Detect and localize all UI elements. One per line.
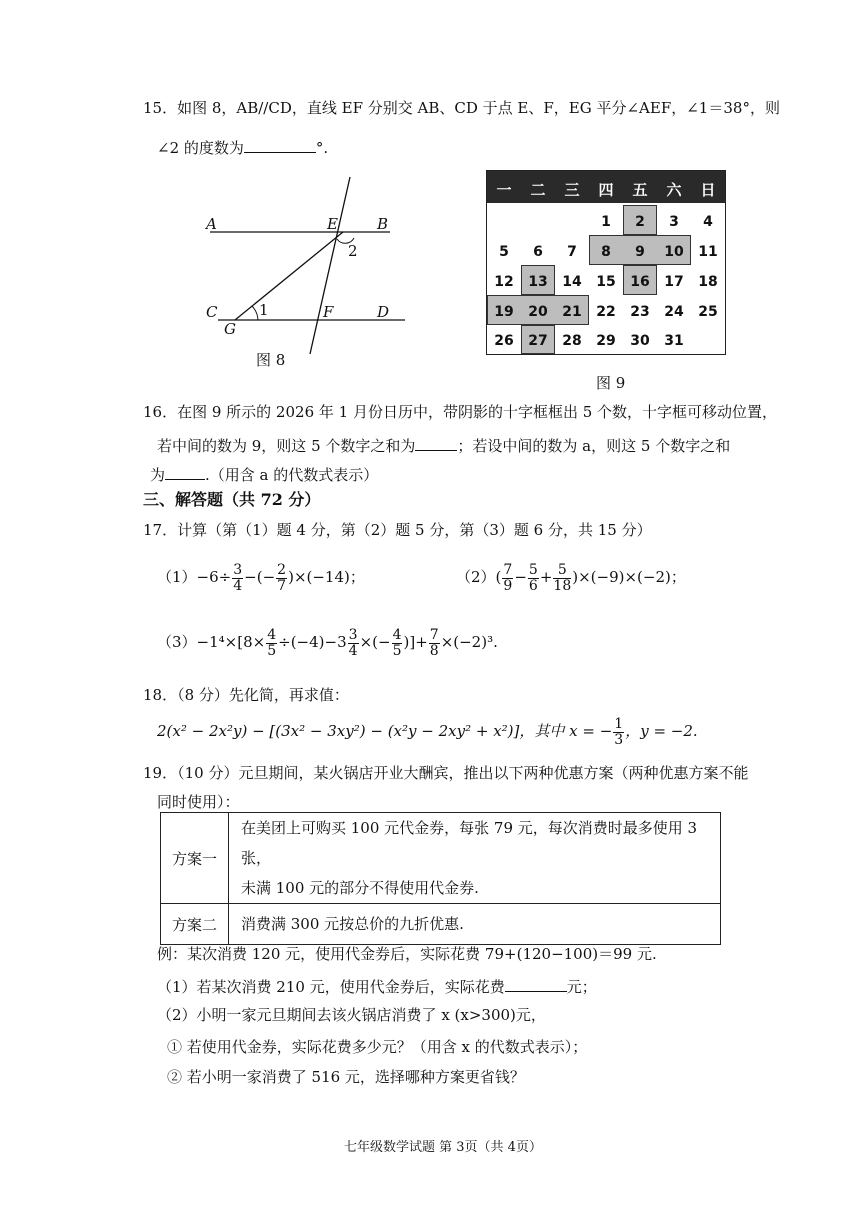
label-d: D: [377, 303, 390, 321]
plan-name: 方案一: [161, 813, 229, 904]
label-b: B: [377, 215, 389, 233]
calendar-day: 21: [562, 304, 582, 320]
q19-part1: [157, 977, 597, 995]
weekday: 五: [632, 181, 648, 199]
label-a: A: [206, 215, 217, 233]
label-e: E: [327, 215, 338, 233]
figure-8-caption: 图 8: [256, 351, 286, 369]
line-ef: [310, 177, 350, 354]
fraction: $\frac{7}{9}$: [503, 561, 513, 594]
expr: ×(−2)³.: [440, 633, 498, 651]
figure-9-caption: 图 9: [596, 374, 626, 392]
fraction: $\frac{3}{4}$: [233, 561, 243, 594]
answer-blank[interactable]: [165, 465, 205, 480]
q17-part2: （2）( $\frac{7}{9}$ − $\frac{5}{6}$ + $\frac{5}{18}$ )×(−9)×(−2)；: [456, 561, 686, 594]
weekday: 一: [496, 181, 512, 199]
q19-line1: 19．（10 分）元旦期间，某火锅店开业大酬宾，推出以下两种优惠方案（两种优惠方案不能: [143, 764, 749, 782]
expr: −1⁴×[8×: [196, 633, 266, 651]
page-footer: 七年级数学试题 第 3页（共 4页）: [344, 1140, 542, 1155]
calendar-day: 23: [630, 304, 650, 320]
expr: ×: [359, 633, 373, 651]
plan-description: [229, 904, 721, 945]
q16-line1: 16．在图 9 所示的 2026 年 1 月份日历中，带阴影的十字框框出 5 个数，十字框可移动位置，: [143, 403, 778, 421]
calendar-day: 24: [664, 304, 684, 320]
calendar-day: 16: [630, 274, 650, 290]
calendar-header: [487, 171, 725, 203]
q19-line2: 同时使用）：: [157, 793, 240, 811]
q17-part3: （3）−1⁴×[8× $\frac{4}{5}$ ÷(−4)−3 $\frac{3}{4}$ ×(− $\frac{4}{5}$ )]+ $\frac{7}{8}$ ×(−2)³.: [157, 626, 498, 659]
q16-line2: [157, 436, 730, 454]
expr: ÷(−4)−3: [278, 633, 347, 651]
q16-line2-text: 若中间的数为 9，则这 5 个数字之和为: [157, 437, 416, 455]
plan-name: 方案二: [161, 904, 229, 945]
calendar-day: 4: [703, 214, 713, 230]
fraction: $\frac{2}{7}$: [277, 561, 287, 594]
q19-example: 例：某次消费 120 元，使用代金券后，实际花费 79+(120−100)＝99 元.: [157, 945, 657, 963]
expr: ×(−14)；: [293, 568, 365, 586]
plan-line: 消费满 300 元按总价的九折优惠.: [241, 915, 464, 933]
q19-part2-ii: ② 若小明一家消费了 516 元，选择哪种方案更省钱？: [167, 1068, 525, 1086]
weekday: 六: [666, 181, 682, 199]
calendar-day: 28: [562, 333, 582, 349]
calendar-day: 15: [596, 274, 616, 290]
calendar-day: 9: [635, 244, 645, 260]
table-row: [161, 813, 721, 904]
label-angle-2: 2: [348, 242, 358, 260]
calendar-day: 13: [528, 274, 548, 290]
q19-part1-unit: 元；: [566, 978, 597, 996]
calendar-day: 25: [698, 304, 718, 320]
q19-part2-i: ① 若使用代金券，实际花费多少元？（用含 x 的代数式表示）；: [167, 1038, 588, 1056]
weekday: 日: [700, 181, 716, 199]
calendar-day: 3: [669, 214, 679, 230]
calendar-day: 26: [494, 333, 514, 349]
calendar-day: 22: [596, 304, 616, 320]
weekday: 三: [564, 181, 580, 199]
calendar-day: 12: [494, 274, 514, 290]
label-c: C: [206, 303, 218, 321]
calendar-day: 18: [698, 274, 718, 290]
calendar-day: 19: [494, 304, 514, 320]
answer-blank[interactable]: [415, 436, 457, 451]
label-g: G: [224, 320, 236, 338]
calendar-day: 6: [533, 244, 543, 260]
table-row: [161, 904, 721, 945]
calendar-day: 27: [528, 333, 548, 349]
fraction: $\frac{4}{5}$: [267, 626, 277, 659]
q15-line2-text: ∠2 的度数为: [157, 139, 244, 157]
expr: 2(x² − 2x²y) − [(3x² − 3xy²) − (x²y − 2xy² + x²)]，其中 x = −: [157, 722, 613, 740]
plan-description: [229, 813, 721, 904]
part-label: （1）: [157, 568, 197, 586]
plan-line: 未满 100 元的部分不得使用代金券.: [241, 879, 479, 897]
answer-blank[interactable]: [244, 138, 316, 153]
q15-line2-unit: °.: [315, 139, 329, 157]
calendar-day: 14: [562, 274, 582, 290]
q17-part1: （1）−6÷ $\frac{3}{4}$ −(− $\frac{2}{7}$ )×(−14)；: [157, 561, 365, 594]
calendar: [486, 170, 726, 355]
calendar-day: 17: [664, 274, 684, 290]
label-f: F: [323, 303, 334, 321]
expr: ×(−9)×(−2)；: [578, 568, 686, 586]
q18-intro: 18．（8 分）先化简，再求值：: [143, 686, 349, 704]
weekday: 二: [530, 181, 546, 199]
calendar-day: 29: [596, 333, 616, 349]
fraction: $\frac{5}{18}$: [553, 561, 572, 594]
calendar-day: 30: [630, 333, 650, 349]
angle-1-arc: [252, 306, 258, 320]
q16-line3-text-2: .（用含 a 的代数式表示）: [205, 466, 379, 484]
fraction: $\frac{5}{6}$: [528, 561, 538, 594]
fraction: $\frac{1}{3}$: [614, 715, 624, 748]
calendar-day: 10: [664, 244, 684, 260]
calendar-day: 8: [601, 244, 611, 260]
q17-intro: 17．计算（第（1）题 4 分，第（2）题 5 分，第（3）题 6 分，共 15 分）: [143, 521, 652, 539]
expr: −6÷: [196, 568, 232, 586]
part-label: （3）: [157, 633, 197, 651]
calendar-day: 31: [664, 333, 684, 349]
calendar-day: 7: [567, 244, 577, 260]
answer-blank[interactable]: [505, 977, 567, 992]
q15-line1: 15．如图 8，AB//CD，直线 EF 分别交 AB、CD 于点 E、F，EG 平分∠AEF，∠1＝38°，则: [143, 99, 780, 117]
section-title: 三、解答题（共 72 分）: [143, 490, 321, 509]
weekday: 四: [598, 181, 614, 199]
calendar-day: 2: [635, 214, 645, 230]
q18-expression: [157, 714, 698, 748]
q19-part1-text: （1）若某次消费 210 元，使用代金券后，实际花费: [157, 978, 505, 996]
plan-line: 在美团上可购买 100 元代金券，每张 79 元，每次消费时最多使用 3 张，: [241, 819, 698, 867]
part-label: （2）: [456, 568, 496, 586]
q16-line3-text: 为: [150, 466, 166, 484]
fraction: $\frac{4}{5}$: [392, 626, 402, 659]
calendar-day: 5: [499, 244, 509, 260]
expr: ，y = −2.: [625, 722, 698, 740]
label-angle-1: 1: [259, 301, 269, 319]
discount-plans-table: [160, 812, 721, 945]
q16-line2-text-2: ；若设中间的数为 a，则这 5 个数字之和: [457, 437, 731, 455]
q19-part2: （2）小明一家元旦期间去该火锅店消费了 x (x>300)元，: [157, 1006, 546, 1024]
calendar-day: 11: [698, 244, 718, 260]
expr: ]+: [409, 633, 428, 651]
calendar-day: 20: [528, 304, 548, 320]
q15-line2: [157, 138, 328, 156]
q16-line3: [150, 465, 378, 483]
calendar-day: 1: [601, 214, 611, 230]
fraction: $\frac{7}{8}$: [429, 626, 439, 659]
fraction: $\frac{3}{4}$: [348, 626, 358, 659]
